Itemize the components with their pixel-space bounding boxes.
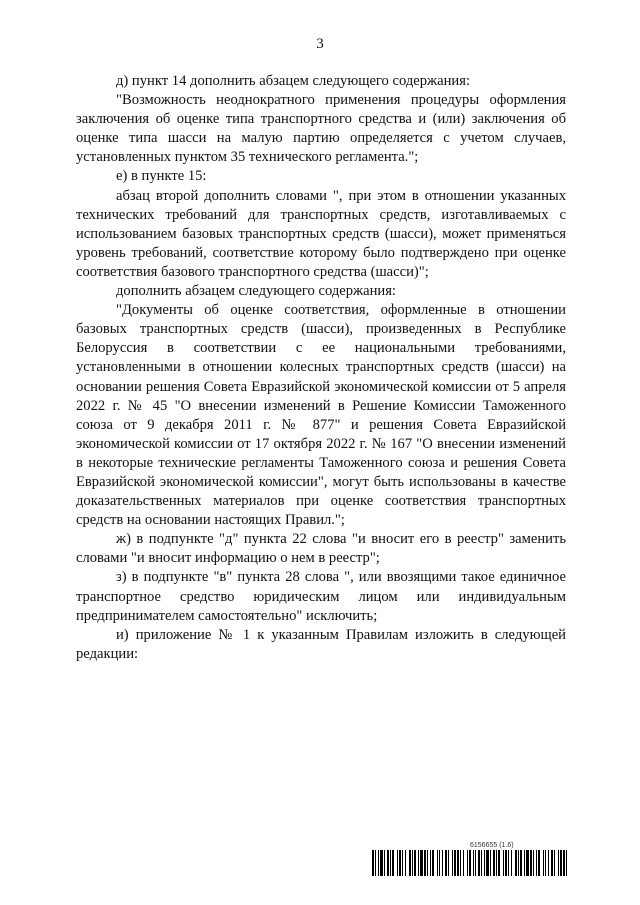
paragraph-zh: ж) в подпункте "д" пункта 22 слова "и вносит его в реестр" заменить словами "и вносит информацию о нем в реестр"; (76, 531, 566, 567)
paragraph-e-second: абзац второй дополнить словами ", при этом в отношении указанных технических требований для транспортных средств, изготавливаемых с использованием базовых транспортных средств (шасси), может применяться уровень требований, соответствие которому было подтверждено при оценке соответствия базового транспортного средства (шасси)"; (76, 187, 566, 280)
document-code: 6156655 (1.6) (470, 842, 514, 849)
paragraph-d: д) пункт 14 дополнить абзацем следующего содержания: (116, 73, 471, 89)
paragraph-e-add: дополнить абзацем следующего содержания: (116, 283, 396, 300)
page-number: 3 (316, 36, 324, 52)
paragraph-e-quote: "Документы об оценке соответствия, оформленные в отношении базовых транспортных средств (шасси), произведенных в Республике Белоруссия в соответствии с ее национальными требованиями, установленными в отношении колесных транспортных средств (шасси) на основании решения Совета Евразийской экономической комиссии от 5 апреля 2022 г. № 45 "О внесении изменений в Решение Комиссии Таможенного союза от 9 декабря 2011 г. № 877" и решения Совета Евразийской экономической комиссии от 17 октября 2022 г. № 167 "О внесении изменений в некоторые технические регламенты Таможенного союза и решения Совета Евразийской экономической комиссии", могут быть использованы в качестве доказательственных материалов при оценке соответствия транспортных средств на основании настоящих Правил."; (76, 302, 566, 529)
barcode-icon (372, 850, 568, 876)
paragraph-e: е) в пункте 15: (116, 168, 207, 185)
paragraph-z: з) в подпункте "в" пункта 28 слова ", или ввозящими такое единичное транспортное средство юридическим лицом или индивидуальным предпринимателем самостоятельно" исключить; (76, 569, 566, 624)
paragraph-i: и) приложение № 1 к указанным Правилам изложить в следующей редакции: (76, 626, 566, 662)
paragraph-d-quote: "Возможность неоднократного применения процедуры оформления заключения об оценке типа транспортного средства и (или) заключения об оценке типа шасси на малую партию определяется с учетом случаев, установленных пунктом 35 технического регламента."; (76, 92, 566, 166)
document-body (76, 72, 566, 664)
